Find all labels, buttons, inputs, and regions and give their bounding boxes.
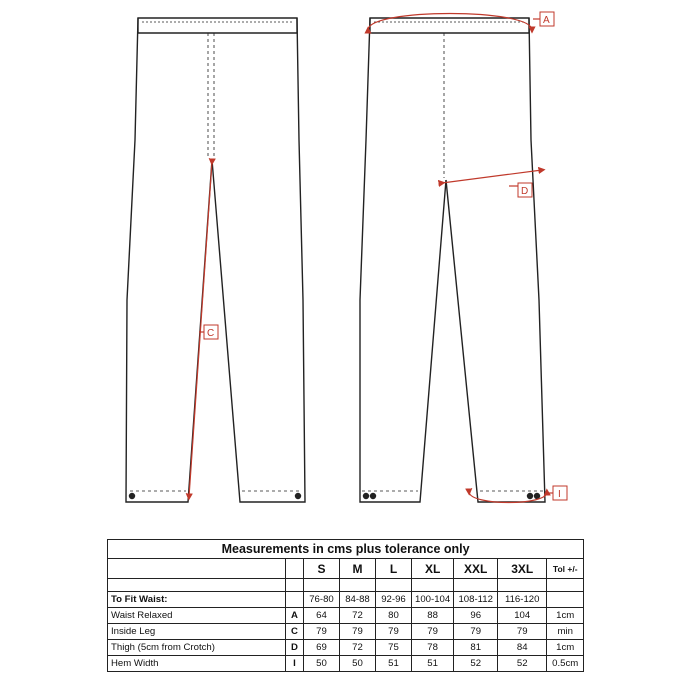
cell-tolerance: [547, 592, 584, 608]
callout-label-a: A: [543, 15, 550, 26]
cell-xxl: 108-112: [454, 592, 498, 608]
back-right-hem-button-2: [535, 494, 540, 499]
back-left-leg-outline: [360, 18, 446, 502]
cell-l: 79: [376, 624, 412, 640]
cell-m: 72: [340, 608, 376, 624]
cell-s: 64: [304, 608, 340, 624]
size-header-xl: XL: [412, 559, 454, 579]
back-right-leg-outline: [446, 18, 545, 502]
header-blank-label: [108, 559, 286, 579]
size-header-xxl: XXL: [454, 559, 498, 579]
front-waistband: [138, 18, 297, 33]
back-view: [360, 18, 545, 502]
cell-xxl: 52: [454, 656, 498, 672]
cell-xl: 51: [412, 656, 454, 672]
front-right-hem-button: [296, 494, 301, 499]
size-header-s: S: [304, 559, 340, 579]
table-title: Measurements in cms plus tolerance only: [108, 540, 584, 559]
cell-l: 80: [376, 608, 412, 624]
front-fly-stitch: [208, 33, 214, 158]
cell-m: 50: [340, 656, 376, 672]
table-row: [108, 656, 584, 672]
table-row: [108, 624, 584, 640]
table-row: [108, 608, 584, 624]
cell-3xl: 104: [498, 608, 547, 624]
back-left-hem-button-2: [371, 494, 376, 499]
cell-xxl: 81: [454, 640, 498, 656]
table-row: [108, 640, 584, 656]
callout-label-d: D: [521, 186, 529, 197]
cell-3xl: 84: [498, 640, 547, 656]
cell-s: 79: [304, 624, 340, 640]
front-view: [126, 18, 305, 502]
row-label: Inside Leg: [108, 624, 286, 640]
size-header-m: M: [340, 559, 376, 579]
cell-l: 51: [376, 656, 412, 672]
cell-xl: 79: [412, 624, 454, 640]
cell-tolerance: 0.5cm: [547, 656, 584, 672]
front-left-hem-button: [130, 494, 135, 499]
table-row: [108, 592, 584, 608]
cell-m: 84-88: [340, 592, 376, 608]
row-letter: A: [286, 608, 304, 624]
back-left-hem-button-1: [364, 494, 369, 499]
row-label: Hem Width: [108, 656, 286, 672]
cell-s: 50: [304, 656, 340, 672]
cell-3xl: 52: [498, 656, 547, 672]
table-title-row: [108, 540, 584, 559]
cell-s: 69: [304, 640, 340, 656]
back-right-hem-button-1: [528, 494, 533, 499]
cell-xxl: 79: [454, 624, 498, 640]
cell-xl: 78: [412, 640, 454, 656]
cell-xxl: 96: [454, 608, 498, 624]
cell-m: 79: [340, 624, 376, 640]
tolerance-header: Tol +/-: [547, 559, 584, 579]
row-letter: [286, 592, 304, 608]
size-header-l: L: [376, 559, 412, 579]
size-chart-table: [107, 539, 584, 672]
cell-s: 76-80: [304, 592, 340, 608]
cell-l: 75: [376, 640, 412, 656]
cell-tolerance: 1cm: [547, 640, 584, 656]
callout-label-c: C: [207, 328, 215, 339]
front-left-leg-outline: [126, 18, 215, 502]
cell-xl: 88: [412, 608, 454, 624]
size-header-row: [108, 559, 584, 579]
row-label: To Fit Waist:: [108, 592, 286, 608]
row-label: Thigh (5cm from Crotch): [108, 640, 286, 656]
cell-l: 92-96: [376, 592, 412, 608]
callout-label-i: I: [558, 489, 561, 500]
header-blank-letter: [286, 559, 304, 579]
cell-3xl: 116-120: [498, 592, 547, 608]
cell-tolerance: 1cm: [547, 608, 584, 624]
cell-xl: 100-104: [412, 592, 454, 608]
front-right-leg-outline: [212, 18, 305, 502]
cell-tolerance: min: [547, 624, 584, 640]
row-letter: C: [286, 624, 304, 640]
thigh-measure-line: [442, 170, 542, 183]
size-header-3xl: 3XL: [498, 559, 547, 579]
row-label: Waist Relaxed: [108, 608, 286, 624]
back-waistband: [370, 18, 529, 33]
cell-3xl: 79: [498, 624, 547, 640]
spacer-row: [108, 579, 584, 592]
measurement-callouts: [189, 12, 567, 503]
row-letter: D: [286, 640, 304, 656]
row-letter: I: [286, 656, 304, 672]
cell-m: 72: [340, 640, 376, 656]
